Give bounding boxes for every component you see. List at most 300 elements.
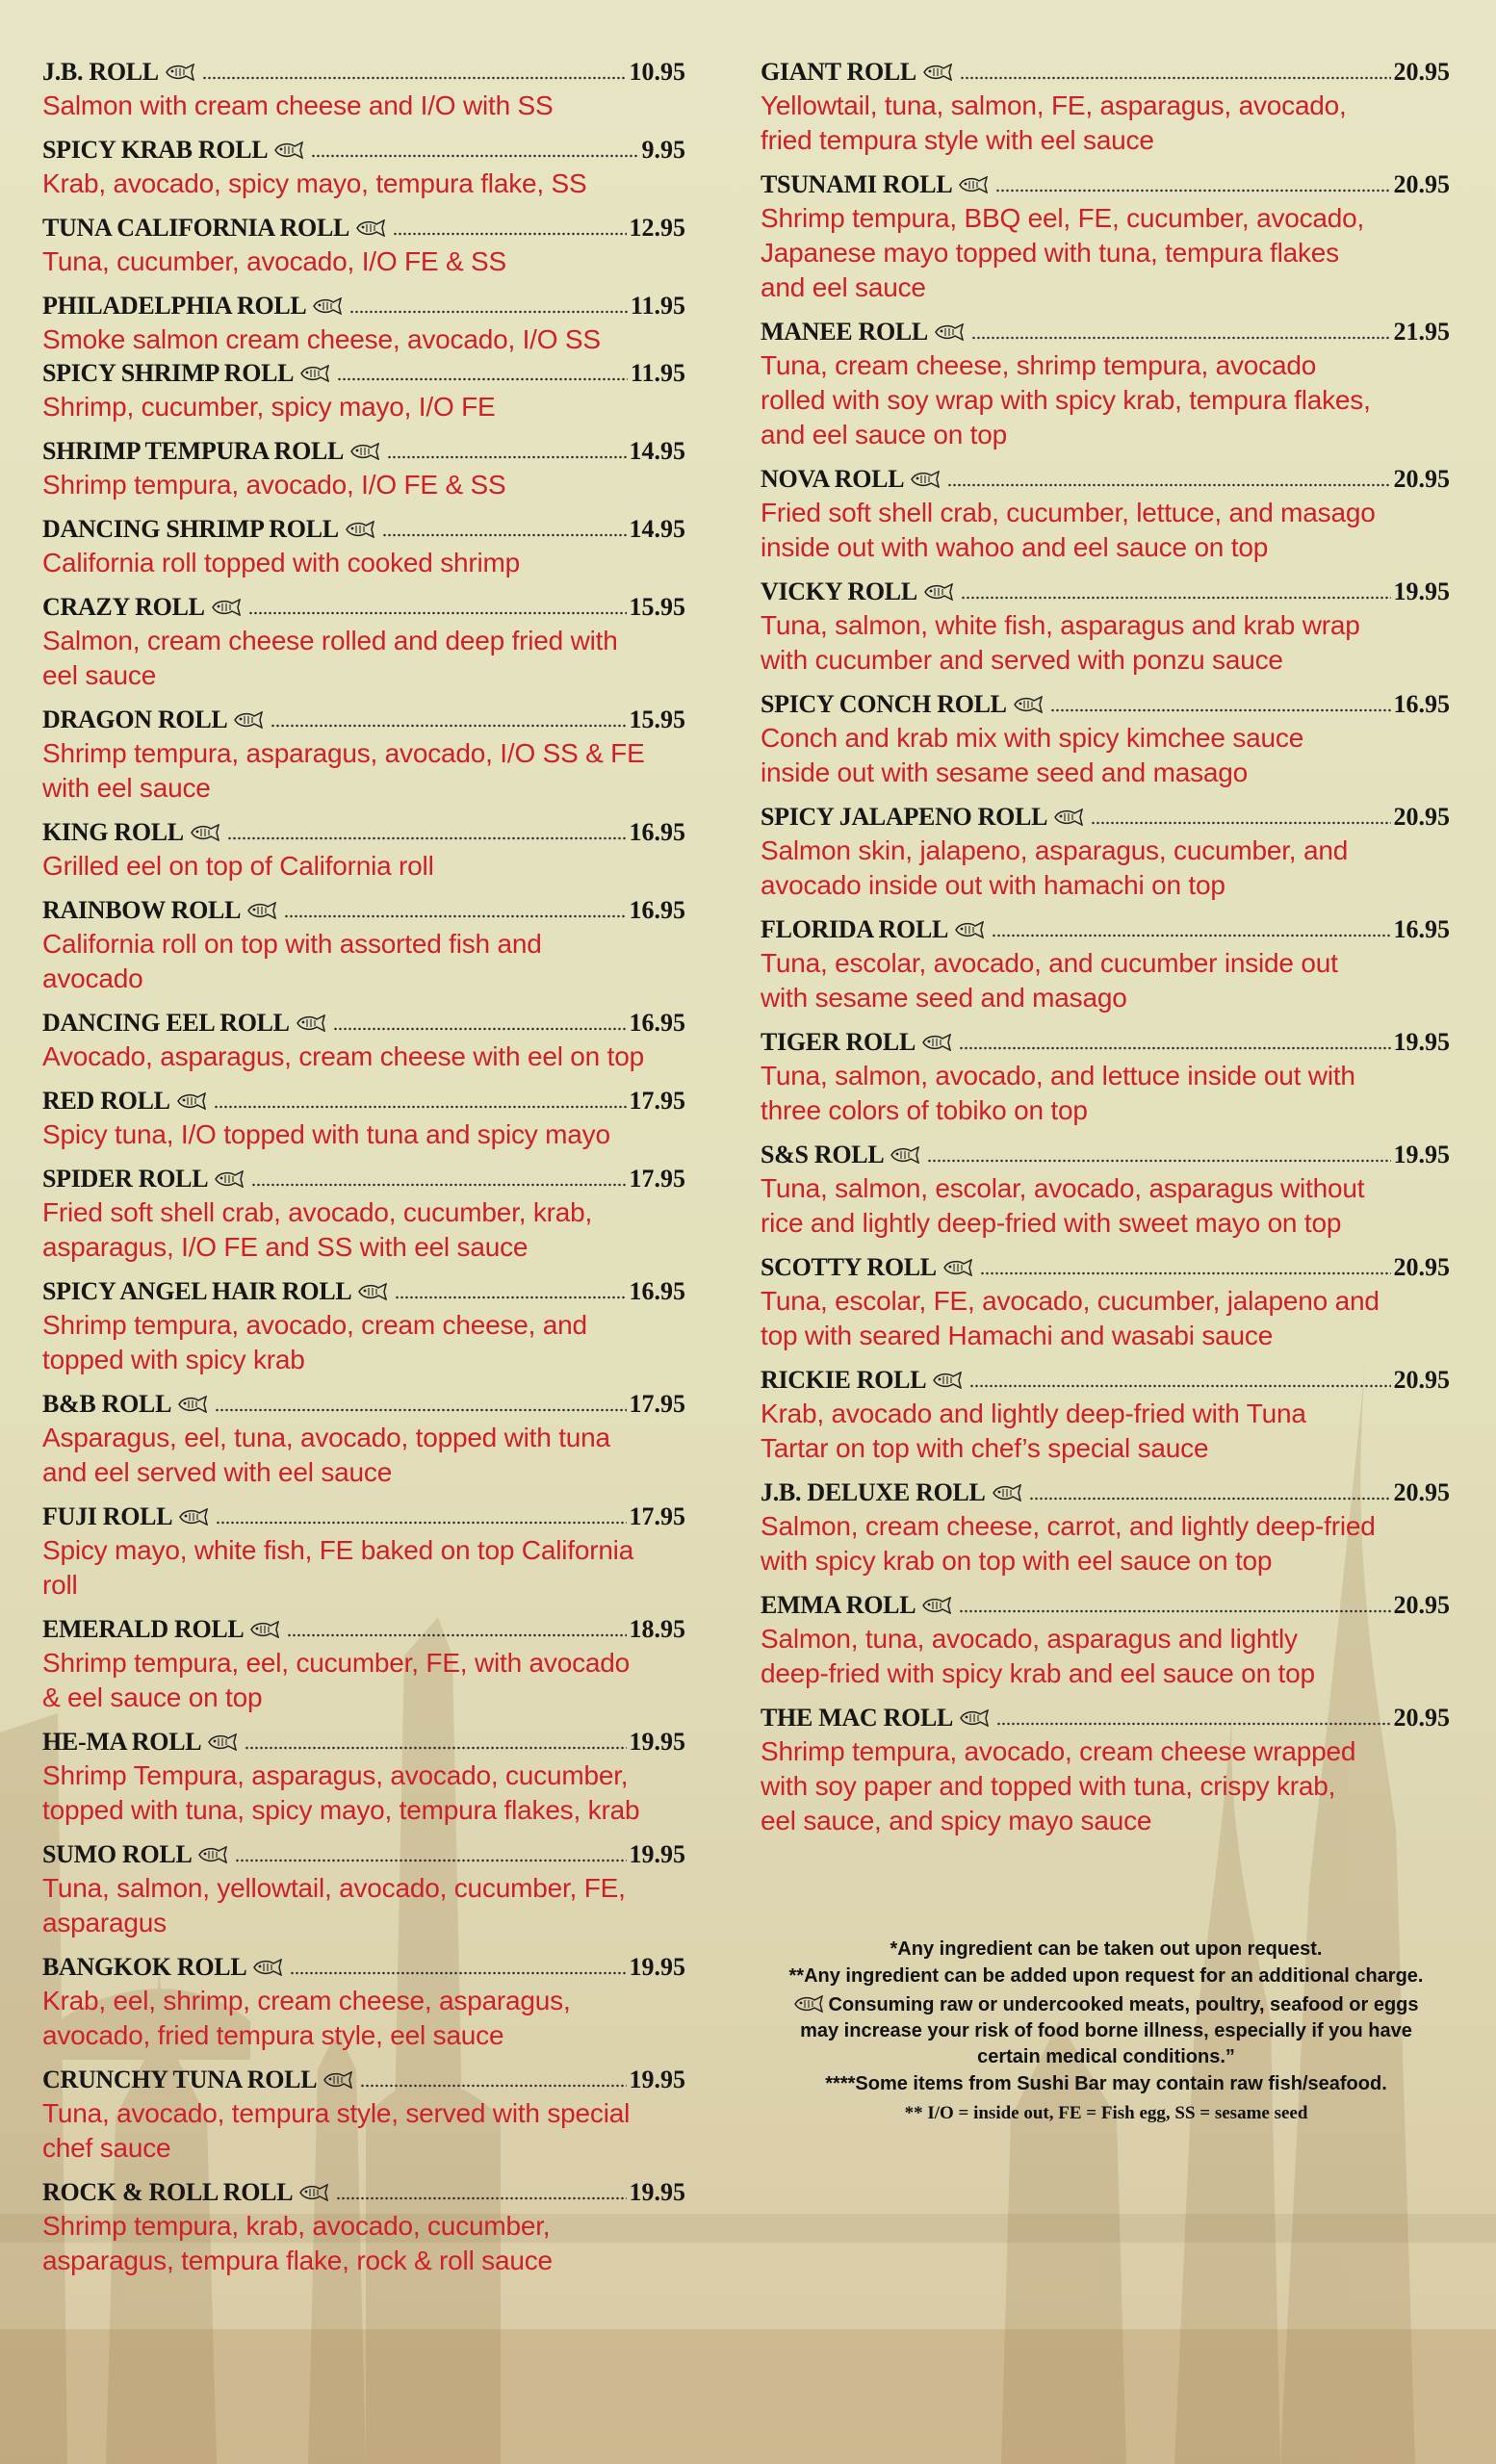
description-line: with cucumber and served with ponzu sauce <box>761 645 1283 675</box>
menu-item-price: 16.95 <box>629 1009 685 1037</box>
description-line: Grilled eel on top of California roll <box>42 851 434 881</box>
menu-item-name: B&B ROLL <box>42 1390 172 1418</box>
dot-leader <box>311 139 638 158</box>
raw-fish-icon <box>923 583 954 601</box>
menu-item-price: 20.95 <box>1393 170 1450 198</box>
dot-leader <box>215 1393 626 1412</box>
raw-fish-icon <box>958 176 989 193</box>
description-line: inside out with sesame seed and masago <box>761 757 1249 787</box>
menu-item-name: SPIDER ROLL <box>42 1165 209 1193</box>
menu-item-price: 20.95 <box>1393 58 1450 86</box>
menu-item-header <box>42 435 685 468</box>
raw-fish-icon <box>214 1170 245 1188</box>
menu-item-description <box>42 167 685 201</box>
description-line: Spicy tuna, I/O topped with tuna and spicy mayo <box>42 1119 610 1149</box>
menu-item-name: RAINBOW ROLL <box>42 896 242 924</box>
menu-item-header <box>761 316 1450 348</box>
dot-leader <box>961 580 1391 600</box>
menu-item-header <box>42 2064 685 2096</box>
menu-item-header <box>42 1007 685 1040</box>
menu-item-price: 20.95 <box>1393 1253 1450 1281</box>
menu-item-name: TSUNAMI ROLL <box>761 170 953 198</box>
description-line: and eel sauce on top <box>761 420 1007 449</box>
description-line: Salmon, tuna, avocado, asparagus and lightly <box>761 1624 1298 1654</box>
dot-leader <box>960 61 1391 80</box>
menu-item-description <box>761 1171 1450 1241</box>
menu-item-header <box>42 357 685 390</box>
description-line: with spicy krab on top with eel sauce on top <box>761 1546 1273 1576</box>
menu-item-price: 9.95 <box>641 136 685 164</box>
menu-item-description <box>761 201 1450 305</box>
description-line: asparagus, I/O FE and SS with eel sauce <box>42 1232 529 1262</box>
menu-item-header <box>42 591 685 624</box>
description-line: Krab, avocado and lightly deep-fried with Tuna <box>761 1399 1306 1428</box>
menu-item-description <box>761 1509 1450 1578</box>
raw-fish-icon <box>298 2184 329 2201</box>
menu-item-name: SPICY ANGEL HAIR ROLL <box>42 1277 352 1305</box>
raw-fish-icon <box>910 471 941 488</box>
dot-leader <box>1091 806 1390 825</box>
dot-leader <box>959 1031 1391 1050</box>
raw-fish-icon <box>296 1014 326 1032</box>
description-line: Tuna, cream cheese, shrimp tempura, avocado <box>761 350 1317 380</box>
menu-item-header <box>761 56 1450 89</box>
description-line: Avocado, asparagus, cream cheese with eel on top <box>42 1041 644 1071</box>
menu-item-name: SUMO ROLL <box>42 1840 193 1868</box>
menu-item-name: J.B. DELUXE ROLL <box>761 1478 986 1506</box>
menu-item-name: THE MAC ROLL <box>761 1704 954 1732</box>
dot-leader <box>216 1505 626 1525</box>
description-line: Salmon, cream cheese, carrot, and lightly deep-fried <box>761 1511 1376 1541</box>
menu-item-the-mac-roll <box>761 1702 1450 1838</box>
description-line: eel sauce <box>42 660 157 690</box>
menu-item-price: 20.95 <box>1393 1366 1450 1394</box>
menu-item-description <box>42 1758 685 1828</box>
menu-item-price: 19.95 <box>629 1953 685 1981</box>
menu-item-header <box>42 56 685 89</box>
menu-item-spicy-conch-roll <box>761 688 1450 790</box>
menu-item-price: 19.95 <box>1393 1028 1450 1056</box>
menu-item-header <box>761 1251 1450 1284</box>
description-line: Krab, eel, shrimp, cream cheese, asparagus, <box>42 1986 571 2015</box>
raw-fish-icon <box>890 1146 920 1164</box>
menu-item-name: DANCING EEL ROLL <box>42 1009 290 1037</box>
description-line: roll <box>42 1570 78 1600</box>
dot-leader <box>349 295 627 314</box>
dot-leader <box>251 1168 626 1187</box>
description-line: asparagus <box>42 1908 167 1938</box>
dot-leader <box>290 1956 626 1975</box>
menu-item-price: 14.95 <box>629 515 685 543</box>
dot-leader <box>1029 1481 1391 1501</box>
raw-fish-icon <box>932 1372 963 1389</box>
raw-fish-icon <box>355 219 386 237</box>
menu-item-name: DRAGON ROLL <box>42 706 228 733</box>
dot-leader <box>393 217 626 236</box>
menu-item-crazy-roll <box>42 591 685 693</box>
menu-item-name: FUJI ROLL <box>42 1502 173 1530</box>
dot-leader <box>360 2068 626 2088</box>
dot-leader <box>980 1256 1391 1275</box>
menu-item-description <box>761 89 1450 158</box>
menu-item-name: MANEE ROLL <box>761 318 928 346</box>
description-line: Shrimp tempura, avocado, cream cheese, and <box>42 1310 587 1340</box>
menu-item-giant-roll <box>761 56 1450 158</box>
dot-leader <box>337 362 628 381</box>
raw-fish-icon <box>1053 808 1084 826</box>
description-line: Tartar on top with chef’s special sauce <box>761 1433 1209 1463</box>
menu-item-price: 10.95 <box>629 58 685 86</box>
dot-leader <box>245 1731 626 1750</box>
menu-item-rickie-roll <box>761 1364 1450 1466</box>
description-line: asparagus, tempura flake, rock & roll sauce <box>42 2246 553 2275</box>
description-line: Tuna, cucumber, avocado, I/O FE & SS <box>42 246 506 276</box>
menu-item-description <box>42 89 685 123</box>
description-line: Shrimp tempura, avocado, I/O FE & SS <box>42 470 506 500</box>
raw-fish-icon <box>165 64 195 81</box>
menu-item-name: SPICY SHRIMP ROLL <box>42 359 295 387</box>
description-line: with sesame seed and masago <box>761 983 1127 1013</box>
raw-fish-icon <box>177 1396 208 1413</box>
menu-item-header <box>42 1951 685 1984</box>
description-line: Conch and krab mix with spicy kimchee sauce <box>761 723 1304 753</box>
menu-item-crunchy-tuna-roll <box>42 2064 685 2166</box>
menu-item-name: SPICY CONCH ROLL <box>761 690 1007 718</box>
menu-item-red-roll <box>42 1085 685 1152</box>
description-line: with soy paper and topped with tuna, crispy krab, <box>761 1771 1336 1801</box>
menu-item-description <box>42 2096 685 2166</box>
menu-item-description <box>42 1533 685 1603</box>
menu-item-header <box>761 801 1450 834</box>
raw-fish-icon <box>207 1733 238 1751</box>
menu-item-price: 11.95 <box>630 359 685 387</box>
raw-fish-icon <box>322 2071 353 2089</box>
menu-item-description <box>761 496 1450 565</box>
dot-leader <box>248 596 627 615</box>
menu-item-price: 16.95 <box>1393 915 1450 943</box>
raw-fish-icon <box>345 521 375 538</box>
raw-fish-icon <box>246 902 277 919</box>
menu-item-description <box>42 468 685 502</box>
menu-item-name: RED ROLL <box>42 1087 170 1115</box>
menu-item-spicy-shrimp-roll <box>42 357 685 424</box>
menu-item-header <box>42 290 685 322</box>
description-line: Tuna, escolar, FE, avocado, cucumber, jalapeno and <box>761 1286 1380 1316</box>
menu-item-price: 16.95 <box>1393 690 1450 718</box>
menu-item-price: 16.95 <box>629 1277 685 1305</box>
raw-warning-line-2: may increase your risk of food borne illness, especially if you have <box>800 2020 1412 2041</box>
menu-item-price: 19.95 <box>629 1840 685 1868</box>
right-menu-column <box>761 56 1450 1849</box>
description-line: three colors of tobiko on top <box>761 1095 1088 1125</box>
menu-item-description <box>42 1308 685 1377</box>
raw-warning-line-1: Consuming raw or undercooked meats, poultry, seafood or eggs <box>828 1994 1419 2015</box>
abbreviation-legend: ** I/O = inside out, FE = Fish egg, SS = sesame seed <box>904 2103 1308 2123</box>
menu-item-header <box>761 168 1450 201</box>
menu-item-emma-roll <box>761 1589 1450 1691</box>
menu-item-description <box>42 390 685 424</box>
raw-fish-icon <box>992 1484 1022 1502</box>
dot-leader <box>214 1090 627 1109</box>
dot-leader <box>287 1618 626 1637</box>
raw-fish-icon <box>176 1092 207 1110</box>
menu-item-he-ma-roll <box>42 1726 685 1828</box>
menu-item-description <box>42 244 685 279</box>
menu-item-description <box>761 1622 1450 1691</box>
menu-item-tsunami-roll <box>761 168 1450 305</box>
menu-item-vicky-roll <box>761 576 1450 678</box>
menu-item-price: 19.95 <box>629 2178 685 2206</box>
description-line: Shrimp tempura, krab, avocado, cucumber, <box>42 2211 551 2241</box>
dot-leader <box>235 1843 626 1862</box>
description-line: Japanese mayo topped with tuna, tempura flakes <box>761 238 1339 268</box>
menu-item-price: 19.95 <box>1393 578 1450 605</box>
dot-leader <box>996 1707 1390 1726</box>
description-line: Spicy mayo, white fish, FE baked on top California <box>42 1535 634 1565</box>
raw-fish-icon <box>299 365 330 382</box>
raw-fish-icon <box>793 1995 824 2013</box>
raw-fish-icon <box>934 323 965 341</box>
description-line: Asparagus, eel, tuna, avocado, topped with tuna <box>42 1423 610 1452</box>
menu-item-dancing-eel-roll <box>42 1007 685 1074</box>
menu-item-name: S&S ROLL <box>761 1141 885 1168</box>
menu-item-header <box>761 688 1450 721</box>
menu-item-price: 17.95 <box>629 1165 685 1193</box>
menu-item-description <box>42 736 685 806</box>
menu-item-price: 17.95 <box>629 1390 685 1418</box>
menu-item-header <box>42 513 685 546</box>
menu-item-bandb-roll <box>42 1388 685 1490</box>
menu-item-header <box>761 913 1450 946</box>
menu-item-description <box>761 834 1450 903</box>
description-line: eel sauce, and spicy mayo sauce <box>761 1806 1152 1835</box>
menu-item-name: BANGKOK ROLL <box>42 1953 247 1981</box>
menu-item-description <box>42 927 685 996</box>
menu-item-header <box>761 1139 1450 1171</box>
menu-item-manee-roll <box>761 316 1450 452</box>
raw-fish-icon <box>357 1283 388 1300</box>
dot-leader <box>959 1594 1390 1613</box>
dot-leader <box>927 1143 1390 1163</box>
description-line: topped with spicy krab <box>42 1345 305 1374</box>
menu-item-header <box>761 576 1450 608</box>
raw-fish-icon <box>197 1846 228 1863</box>
menu-item-description <box>42 624 685 693</box>
description-line: Salmon, cream cheese rolled and deep fried with <box>42 626 618 655</box>
menu-item-sumo-roll <box>42 1838 685 1940</box>
description-line: Tuna, salmon, yellowtail, avocado, cucumber, FE, <box>42 1873 626 1903</box>
menu-notes <box>753 1936 1459 2127</box>
menu-item-header <box>42 1085 685 1117</box>
menu-item-description <box>42 1195 685 1265</box>
menu-item-price: 19.95 <box>1393 1141 1450 1168</box>
menu-item-price: 20.95 <box>1393 1591 1450 1619</box>
menu-item-description <box>42 1871 685 1940</box>
menu-item-name: NOVA ROLL <box>761 465 905 493</box>
menu-item-header <box>42 704 685 736</box>
dot-leader <box>1050 693 1391 712</box>
menu-item-name: DANCING SHRIMP ROLL <box>42 515 339 543</box>
menu-item-florida-roll <box>761 913 1450 1015</box>
description-line: Shrimp tempura, BBQ eel, FE, cucumber, avocado, <box>761 203 1365 233</box>
menu-item-j-b-deluxe-roll <box>761 1476 1450 1578</box>
dot-leader <box>271 708 626 728</box>
menu-item-name: EMMA ROLL <box>761 1591 916 1619</box>
menu-item-description <box>761 946 1450 1015</box>
description-line: avocado <box>42 963 143 993</box>
raw-fish-icon <box>211 599 242 616</box>
menu-item-dragon-roll <box>42 704 685 806</box>
dot-leader <box>995 173 1390 192</box>
menu-item-header <box>761 463 1450 496</box>
menu-item-description <box>42 1040 685 1074</box>
menu-item-king-roll <box>42 816 685 884</box>
description-line: Shrimp tempura, asparagus, avocado, I/O SS & FE <box>42 738 645 768</box>
menu-item-header <box>42 1613 685 1646</box>
description-line: and eel served with eel sauce <box>42 1457 393 1487</box>
description-line: avocado, fried tempura style, eel sauce <box>42 2020 504 2050</box>
menu-item-description <box>761 1734 1450 1838</box>
menu-item-description <box>42 1421 685 1490</box>
menu-item-header <box>42 1838 685 1871</box>
menu-item-name: TIGER ROLL <box>761 1028 916 1056</box>
menu-item-name: J.B. ROLL <box>42 58 159 86</box>
description-line: rice and lightly deep-fried with sweet mayo on top <box>761 1208 1342 1238</box>
description-line: Shrimp tempura, avocado, cream cheese wrapped <box>761 1736 1356 1766</box>
menu-item-spicy-angel-hair-roll <box>42 1275 685 1377</box>
menu-item-header <box>761 1702 1450 1734</box>
description-line: Krab, avocado, spicy mayo, tempura flake, SS <box>42 168 587 198</box>
menu-item-spicy-jalapeno-roll <box>761 801 1450 903</box>
menu-item-spider-roll <box>42 1163 685 1265</box>
dot-leader <box>202 61 627 80</box>
description-line: Yellowtail, tuna, salmon, FE, asparagus, avocado, <box>761 90 1347 120</box>
menu-item-tuna-california-roll <box>42 212 685 279</box>
dot-leader <box>333 1012 627 1031</box>
menu-item-price: 17.95 <box>629 1087 685 1115</box>
dot-leader <box>969 1369 1390 1388</box>
menu-item-name: VICKY ROLL <box>761 578 917 605</box>
menu-item-price: 14.95 <box>629 437 685 465</box>
note-raw-warning <box>753 1992 1459 2070</box>
raw-fish-icon <box>233 711 264 729</box>
menu-item-emerald-roll <box>42 1613 685 1715</box>
menu-item-price: 20.95 <box>1393 803 1450 831</box>
description-line: chef sauce <box>42 2133 171 2163</box>
menu-item-header <box>42 1726 685 1758</box>
menu-item-description <box>761 1059 1450 1128</box>
note-remove-ingredient: *Any ingredient can be taken out upon request. <box>890 1938 1323 1960</box>
dot-leader <box>387 440 626 459</box>
left-menu-column <box>42 56 685 2289</box>
description-line: Tuna, salmon, escolar, avocado, asparagus without <box>761 1173 1365 1203</box>
raw-fish-icon <box>1013 696 1044 713</box>
menu-item-name: PHILADELPHIA ROLL <box>42 292 307 320</box>
menu-item-description <box>42 1646 685 1715</box>
menu-item-description <box>42 1117 685 1152</box>
raw-fish-icon <box>959 1709 990 1727</box>
menu-item-header <box>42 134 685 167</box>
description-line: Tuna, escolar, avocado, and cucumber inside out <box>761 948 1338 978</box>
menu-item-philadelphia-roll <box>42 290 685 357</box>
description-line: Shrimp Tempura, asparagus, avocado, cucumber, <box>42 1760 629 1790</box>
menu-item-price: 15.95 <box>629 706 685 733</box>
menu-item-tiger-roll <box>761 1026 1450 1128</box>
dot-leader <box>382 518 627 537</box>
description-line: Salmon skin, jalapeno, asparagus, cucumber, and <box>761 835 1349 865</box>
description-line: fried tempura style with eel sauce <box>761 125 1154 155</box>
description-line: Tuna, avocado, tempura style, served with special <box>42 2098 631 2128</box>
menu-item-price: 19.95 <box>629 2066 685 2093</box>
raw-fish-icon <box>312 297 343 315</box>
description-line: Fried soft shell crab, cucumber, lettuce, and masago <box>761 498 1376 527</box>
menu-item-header <box>761 1476 1450 1509</box>
menu-item-header <box>42 1163 685 1195</box>
description-line: rolled with soy wrap with spicy krab, tempura flakes, <box>761 385 1371 415</box>
menu-item-price: 16.95 <box>629 896 685 924</box>
note-add-ingredient: **Any ingredient can be added upon request for an additional charge. <box>788 1965 1424 1987</box>
menu-item-name: HE-MA ROLL <box>42 1728 202 1756</box>
raw-fish-icon <box>921 1597 952 1614</box>
menu-item-price: 19.95 <box>629 1728 685 1756</box>
menu-item-description <box>761 348 1450 452</box>
description-line: and eel sauce <box>761 272 926 302</box>
menu-item-name: TUNA CALIFORNIA ROLL <box>42 214 350 242</box>
menu-item-price: 20.95 <box>1393 1478 1450 1506</box>
menu-item-name: SHRIMP TEMPURA ROLL <box>42 437 345 465</box>
menu-item-sands-roll <box>761 1139 1450 1241</box>
raw-warning-line-3: certain medical conditions.” <box>977 2046 1235 2067</box>
menu-item-description <box>761 1397 1450 1466</box>
menu-item-price: 11.95 <box>630 292 685 320</box>
menu-item-header <box>42 894 685 927</box>
raw-fish-icon <box>252 1959 283 1976</box>
raw-fish-icon <box>273 141 304 159</box>
menu-item-header <box>761 1026 1450 1059</box>
menu-item-j-b-roll <box>42 56 685 123</box>
menu-item-header <box>42 2176 685 2209</box>
description-line: avocado inside out with hamachi on top <box>761 870 1225 900</box>
menu-item-header <box>42 816 685 849</box>
description-line: California roll on top with assorted fish and <box>42 929 542 959</box>
description-line: with eel sauce <box>42 773 211 803</box>
menu-item-price: 21.95 <box>1393 318 1450 346</box>
menu-item-description <box>42 1984 685 2053</box>
menu-item-name: SPICY KRAB ROLL <box>42 136 269 164</box>
note-sushi-bar: ****Some items from Sushi Bar may contain raw fish/seafood. <box>825 2073 1387 2094</box>
description-line: & eel sauce on top <box>42 1682 263 1712</box>
description-line: Salmon with cream cheese and I/O with SS <box>42 90 554 120</box>
menu-item-name: GIANT ROLL <box>761 58 916 86</box>
menu-item-header <box>761 1589 1450 1622</box>
menu-item-shrimp-tempura-roll <box>42 435 685 502</box>
description-line: Smoke salmon cream cheese, avocado, I/O SS <box>42 324 601 354</box>
dot-leader <box>284 899 626 918</box>
menu-item-rock-and-roll-roll <box>42 2176 685 2278</box>
menu-item-header <box>42 1388 685 1421</box>
raw-fish-icon <box>942 1259 973 1276</box>
menu-item-header <box>42 212 685 244</box>
menu-item-description <box>42 2209 685 2278</box>
menu-item-price: 16.95 <box>629 818 685 846</box>
raw-fish-icon <box>249 1621 280 1638</box>
menu-item-bangkok-roll <box>42 1951 685 2053</box>
dot-leader <box>947 468 1390 487</box>
raw-fish-icon <box>349 443 380 460</box>
menu-item-price: 18.95 <box>629 1615 685 1643</box>
raw-fish-icon <box>921 1034 952 1051</box>
menu-item-description <box>42 546 685 580</box>
